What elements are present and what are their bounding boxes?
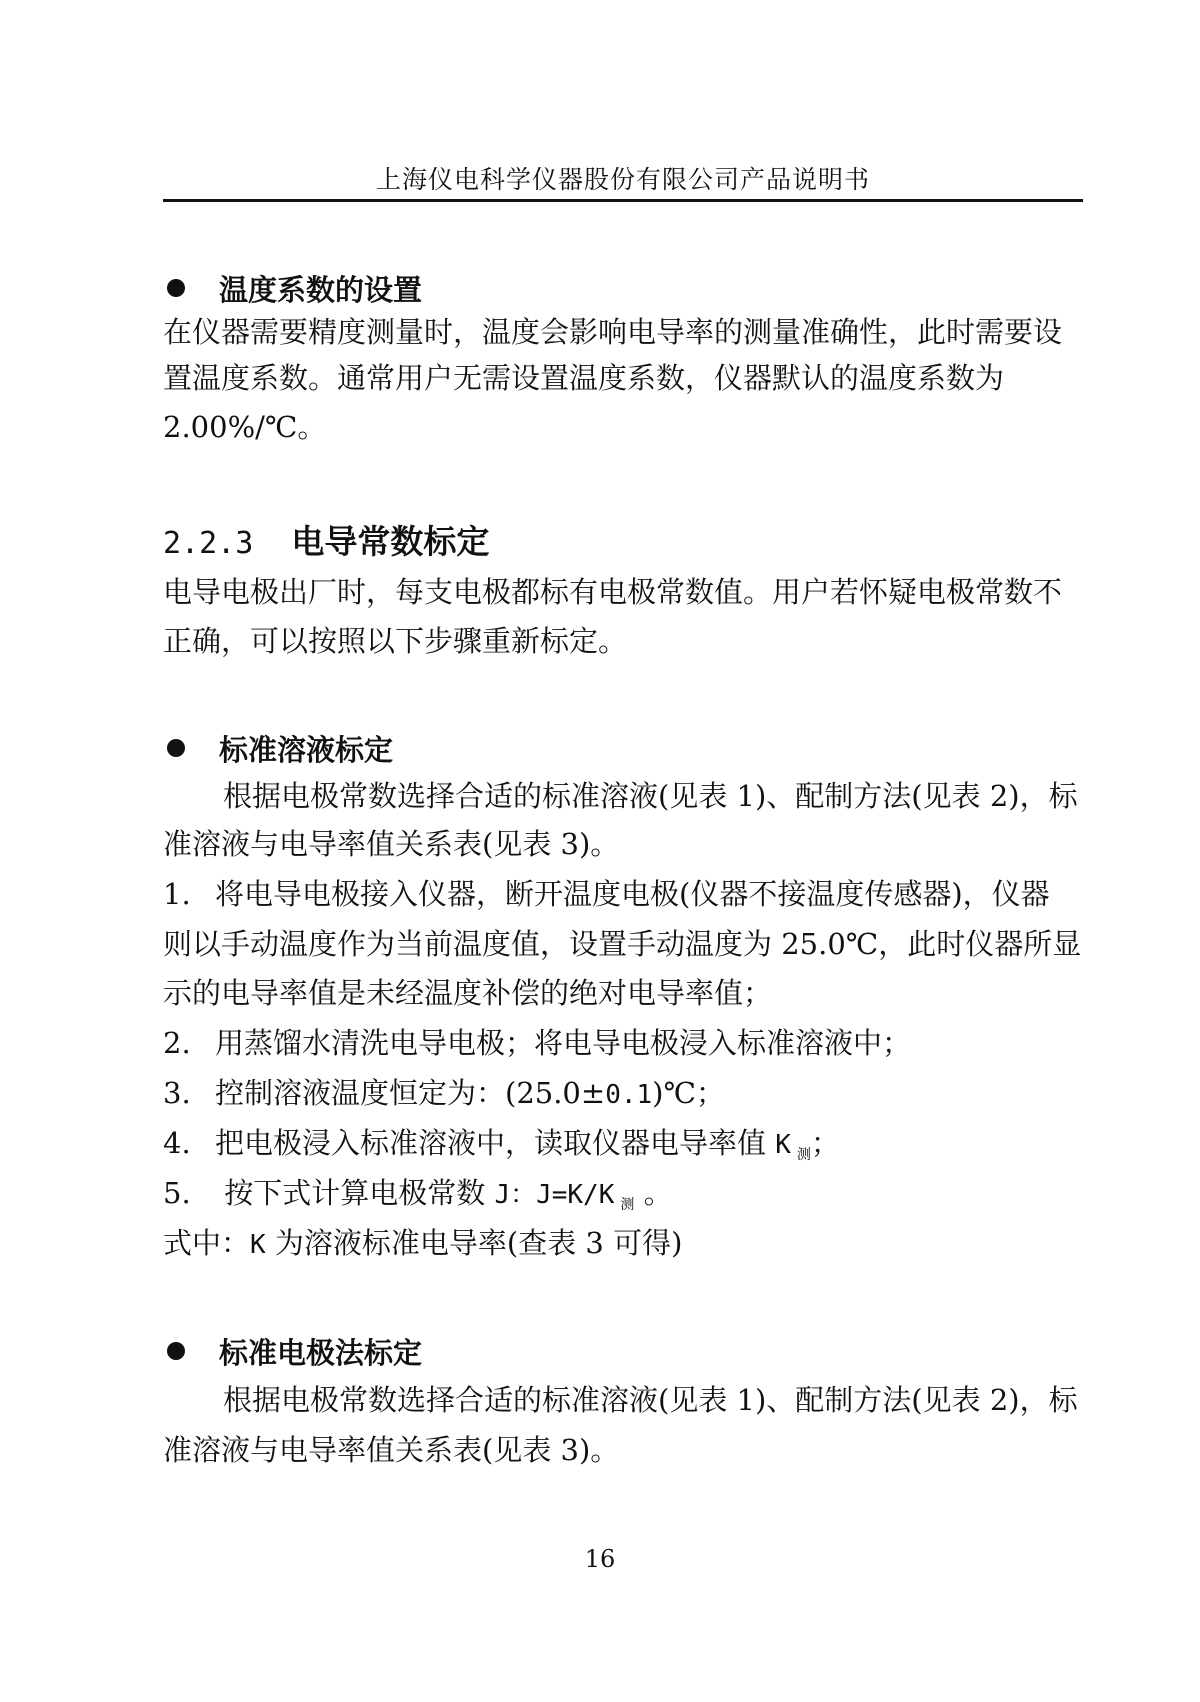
step-4-symbol: K bbox=[775, 1130, 791, 1160]
header-rule bbox=[163, 199, 1083, 202]
step-5-number: 5. bbox=[163, 1176, 191, 1210]
section-intro-line-2: 正确，可以按照以下步骤重新标定。 bbox=[163, 624, 628, 658]
temp-coef-heading-text: 温度系数的设置 bbox=[219, 273, 423, 307]
std-electrode-heading-text: 标准电极法标定 bbox=[219, 1336, 423, 1370]
step-1-line-1 bbox=[163, 872, 1050, 913]
std-electrode-para-line-2: 准溶液与电导率值关系表(见表 3)。 bbox=[163, 1433, 620, 1467]
step-4-prefix: 把电极浸入标准溶液中，读取仪器电导率值 bbox=[215, 1126, 776, 1160]
std-solution-para-line-1: 根据电极常数选择合适的标准溶液(见表 1)、配制方法(见表 2)，标 bbox=[223, 779, 1078, 813]
step-3-number: 3. bbox=[163, 1076, 191, 1110]
page-header: 上海仪电科学仪器股份有限公司产品说明书 bbox=[375, 165, 870, 194]
step-4 bbox=[163, 1121, 840, 1164]
std-solution-para-line-2: 准溶液与电导率值关系表(见表 3)。 bbox=[163, 827, 620, 861]
step-5-suffix: 。 bbox=[634, 1176, 673, 1210]
step-1-number: 1. bbox=[163, 877, 191, 911]
step-5-prefix: 按下式计算电极常数 bbox=[215, 1176, 495, 1210]
section-title-text: 电导常数标定 bbox=[291, 522, 490, 561]
section-title bbox=[163, 516, 489, 563]
step-2-text: 用蒸馏水清洗电导电极；将电导电极浸入标准溶液中； bbox=[215, 1026, 912, 1060]
step-5-formula: J：J=K/K bbox=[494, 1180, 615, 1210]
temp-coef-line-3: 2.00%/℃。 bbox=[163, 410, 327, 444]
formula-note-prefix: 式中： bbox=[163, 1226, 251, 1260]
page-number: 16 bbox=[584, 1545, 616, 1573]
step-3 bbox=[163, 1071, 725, 1112]
section-number: 2.2.3 bbox=[163, 526, 254, 561]
step-3-prefix: 控制溶液温度恒定为：(25.0± bbox=[215, 1076, 606, 1110]
step-1-line-2: 则以手动温度作为当前温度值，设置手动温度为 25.0℃，此时仪器所显 bbox=[163, 927, 1082, 961]
step-1-text-1: 将电导电极接入仪器，断开温度电极(仪器不接温度传感器)，仪器 bbox=[215, 877, 1050, 911]
step-3-value: 0.1 bbox=[605, 1080, 653, 1110]
step-5-subscript: 测 bbox=[620, 1197, 635, 1213]
step-2 bbox=[163, 1021, 911, 1062]
formula-note bbox=[163, 1221, 682, 1262]
std-electrode-heading bbox=[163, 1331, 422, 1372]
temp-coef-heading bbox=[163, 268, 422, 309]
bullet-icon bbox=[167, 279, 185, 297]
bullet-icon bbox=[167, 739, 185, 757]
step-3-suffix: )℃； bbox=[652, 1076, 725, 1110]
std-electrode-para-line-1: 根据电极常数选择合适的标准溶液(见表 1)、配制方法(见表 2)，标 bbox=[223, 1383, 1078, 1417]
step-1-line-3: 示的电导率值是未经温度补偿的绝对电导率值； bbox=[163, 976, 773, 1010]
step-4-number: 4. bbox=[163, 1126, 191, 1160]
std-solution-heading bbox=[163, 728, 393, 769]
bullet-icon bbox=[167, 1342, 185, 1360]
section-intro-line-1: 电导电极出厂时，每支电极都标有电极常数值。用户若怀疑电极常数不 bbox=[163, 575, 1063, 609]
temp-coef-line-2: 置温度系数。通常用户无需设置温度系数，仪器默认的温度系数为 bbox=[163, 361, 1005, 395]
temp-coef-line-1: 在仪器需要精度测量时，温度会影响电导率的测量准确性，此时需要设 bbox=[163, 315, 1063, 349]
std-solution-heading-text: 标准溶液标定 bbox=[219, 733, 394, 767]
step-5 bbox=[163, 1171, 673, 1214]
formula-note-suffix: 为溶液标准电导率(查表 3 可得) bbox=[265, 1226, 683, 1260]
step-4-suffix: ； bbox=[810, 1126, 840, 1160]
step-2-number: 2. bbox=[163, 1026, 191, 1060]
formula-note-symbol: K bbox=[250, 1230, 266, 1260]
step-4-subscript: 测 bbox=[796, 1147, 811, 1163]
